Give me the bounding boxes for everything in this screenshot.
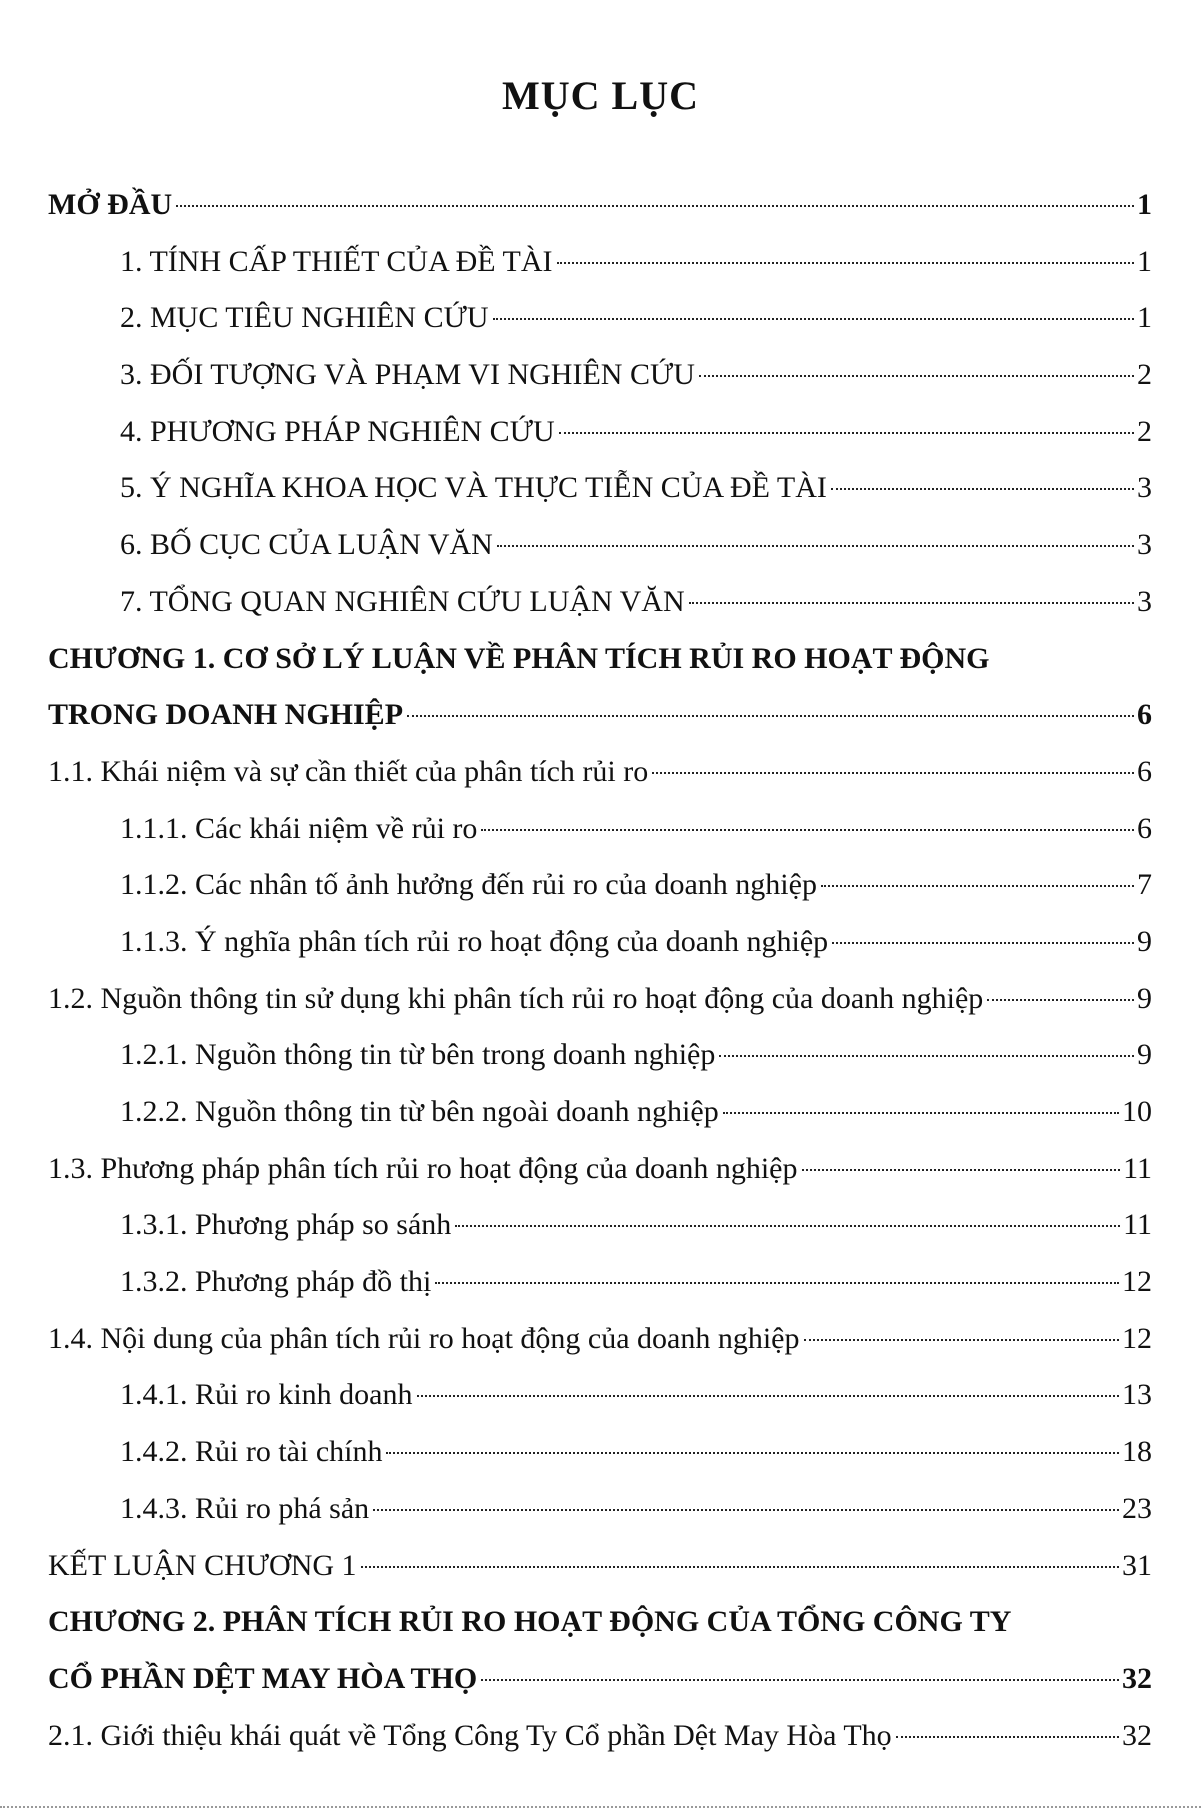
toc-entry[interactable] [48,1265,1152,1322]
toc-entry[interactable] [48,1492,1152,1549]
toc-entry[interactable] [48,1435,1152,1492]
toc-entry-title: 1.1.2. Các nhân tố ảnh hưởng đến rủi ro của doanh nghiệp [120,868,817,902]
toc-entry[interactable] [48,245,1152,302]
toc-page-number: 12 [1122,1321,1152,1355]
toc-entry[interactable] [48,1378,1152,1435]
toc-entry-title: 1.4. Nội dung của phân tích rủi ro hoạt động của doanh nghiệp [48,1321,800,1355]
toc-entry-title: 1.3.1. Phương pháp so sánh [120,1208,452,1242]
toc-entry-title: CHƯƠNG 1. CƠ SỞ LÝ LUẬN VỀ PHÂN TÍCH RỦI RO HOẠT ĐỘNG [48,641,990,675]
toc-dot-leader [987,999,1134,1001]
toc-entry[interactable] [48,1152,1152,1209]
toc-page-number: 32 [1122,1718,1152,1752]
toc-page-number: 3 [1137,528,1152,562]
toc-entry[interactable] [48,868,1152,925]
toc-entry[interactable] [48,982,1152,1039]
toc-entry-title: 4. PHƯƠNG PHÁP NGHIÊN CỨU [120,414,555,448]
toc-dot-leader [435,1282,1119,1284]
toc-entry[interactable] [48,925,1152,982]
toc-entry-title: 1.1.3. Ý nghĩa phân tích rủi ro hoạt động của doanh nghiệp [120,924,829,958]
toc-entry[interactable] [48,642,1152,699]
toc-page-number: 6 [1137,698,1152,732]
toc-entry-title: CHƯƠNG 2. PHÂN TÍCH RỦI RO HOẠT ĐỘNG CỦA TỔNG CÔNG TY [48,1605,1012,1639]
toc-page-number: 18 [1122,1435,1152,1469]
toc-dot-leader [481,829,1134,831]
toc-page-number: 6 [1137,754,1152,788]
toc-page-number: 9 [1137,924,1152,958]
toc-page-number: 6 [1137,811,1152,845]
toc-entry-title: 7. TỔNG QUAN NGHIÊN CỨU LUẬN VĂN [120,584,685,618]
toc-entry-title: 1.3.2. Phương pháp đồ thị [120,1265,432,1299]
toc-entry-title: 3. ĐỐI TƯỢNG VÀ PHẠM VI NGHIÊN CỨU [120,358,695,392]
toc-entry-title: 1.1.1. Các khái niệm về rủi ro [120,811,478,845]
toc-dot-leader [493,318,1134,320]
toc-dot-leader [407,715,1134,717]
toc-entry[interactable] [48,528,1152,585]
toc-entry-title: 2.1. Giới thiệu khái quát về Tổng Công Ty Cổ phần Dệt May Hòa Thọ [48,1718,892,1752]
toc-entry[interactable] [48,188,1152,245]
toc-page-number: 1 [1137,244,1152,278]
toc-dot-leader [699,375,1134,377]
toc-entry-title: 2. MỤC TIÊU NGHIÊN CỨU [120,301,489,335]
toc-page-number: 11 [1123,1151,1152,1185]
toc-dot-leader [557,262,1134,264]
toc-entry-title: 5. Ý NGHĨA KHOA HỌC VÀ THỰC TIỄN CỦA ĐỀ TÀI [120,471,827,505]
toc-entry-title: KẾT LUẬN CHƯƠNG 1 [48,1548,357,1582]
toc-entry-title: 6. BỐ CỤC CỦA LUẬN VĂN [120,528,493,562]
toc-entry[interactable] [48,1549,1152,1606]
toc-entry-title: CỔ PHẦN DỆT MAY HÒA THỌ [48,1661,478,1695]
toc-entry[interactable] [48,812,1152,869]
toc-dot-leader [361,1566,1119,1568]
toc-entry-title: 1.2.1. Nguồn thông tin từ bên trong doanh nghiệp [120,1038,716,1072]
toc-entry[interactable] [48,585,1152,642]
toc-entry[interactable] [48,1605,1152,1662]
toc-entry[interactable] [48,1095,1152,1152]
page-bottom-divider [0,1806,1201,1810]
toc-entry[interactable] [48,755,1152,812]
toc-page-number: 3 [1137,584,1152,618]
toc-entry-title: 1.2. Nguồn thông tin sử dụng khi phân tích rủi ro hoạt động của doanh nghiệp [48,981,984,1015]
toc-dot-leader [719,1055,1134,1057]
toc-dot-leader [497,545,1134,547]
toc-dot-leader [689,602,1134,604]
toc-dot-leader [896,1736,1119,1738]
toc-page-number: 31 [1122,1548,1152,1582]
toc-page-number: 3 [1137,471,1152,505]
toc-dot-leader [831,488,1134,490]
toc-page-number: 1 [1137,188,1152,221]
toc-entry[interactable] [48,1719,1152,1776]
toc-entry[interactable] [48,471,1152,528]
toc-entry-title: 1. TÍNH CẤP THIẾT CỦA ĐỀ TÀI [120,244,553,278]
toc-dot-leader [455,1225,1120,1227]
toc-page-number: 9 [1137,981,1152,1015]
toc-dot-leader [821,885,1134,887]
toc-entry-title: 1.4.2. Rủi ro tài chính [120,1435,383,1469]
page-title: MỤC LỤC [502,73,699,118]
toc-dot-leader [804,1339,1120,1341]
toc-entry[interactable] [48,1322,1152,1379]
toc-dot-leader [481,1679,1119,1681]
toc-page-number: 10 [1122,1095,1152,1128]
toc-dot-leader [652,772,1134,774]
toc-entry-title: 1.2.2. Nguồn thông tin từ bên ngoài doanh nghiệp [120,1095,719,1128]
toc-page-number: 13 [1122,1378,1152,1412]
toc-entry[interactable] [48,358,1152,415]
toc-page-number: 7 [1137,868,1152,902]
toc-entry[interactable] [48,1038,1152,1095]
toc-dot-leader [802,1169,1121,1171]
toc-dot-leader [386,1452,1119,1454]
toc-entry-title: MỞ ĐẦU [48,188,173,221]
toc-page-number: 1 [1137,301,1152,335]
toc-page-number: 9 [1137,1038,1152,1072]
toc-dot-leader [723,1112,1119,1114]
toc-entry-title: TRONG DOANH NGHIỆP [48,698,404,732]
toc-dot-leader [176,205,1134,207]
toc-entry-title: 1.4.3. Rủi ro phá sản [120,1491,370,1525]
toc-dot-leader [373,1509,1119,1511]
toc-dot-leader [832,942,1134,944]
toc-page-number: 2 [1137,414,1152,448]
toc-entry[interactable] [48,415,1152,472]
toc-page-number: 2 [1137,358,1152,392]
toc-entry-title: 1.4.1. Rủi ro kinh doanh [120,1378,413,1412]
toc-dot-leader [559,432,1134,434]
toc-page-number: 11 [1123,1208,1152,1242]
toc-entry[interactable] [48,698,1152,755]
toc-entry-title: 1.3. Phương pháp phân tích rủi ro hoạt động của doanh nghiệp [48,1151,798,1185]
toc-entry[interactable] [48,301,1152,358]
toc-page-number: 32 [1122,1661,1152,1695]
toc-dot-leader [417,1395,1120,1397]
toc-entry-title: 1.1. Khái niệm và sự cần thiết của phân tích rủi ro [48,754,649,788]
toc-page-number: 23 [1122,1491,1152,1525]
toc-entry[interactable] [48,1208,1152,1265]
table-of-contents [48,188,1152,1775]
toc-page-number: 12 [1122,1265,1152,1299]
toc-entry[interactable] [48,1662,1152,1719]
